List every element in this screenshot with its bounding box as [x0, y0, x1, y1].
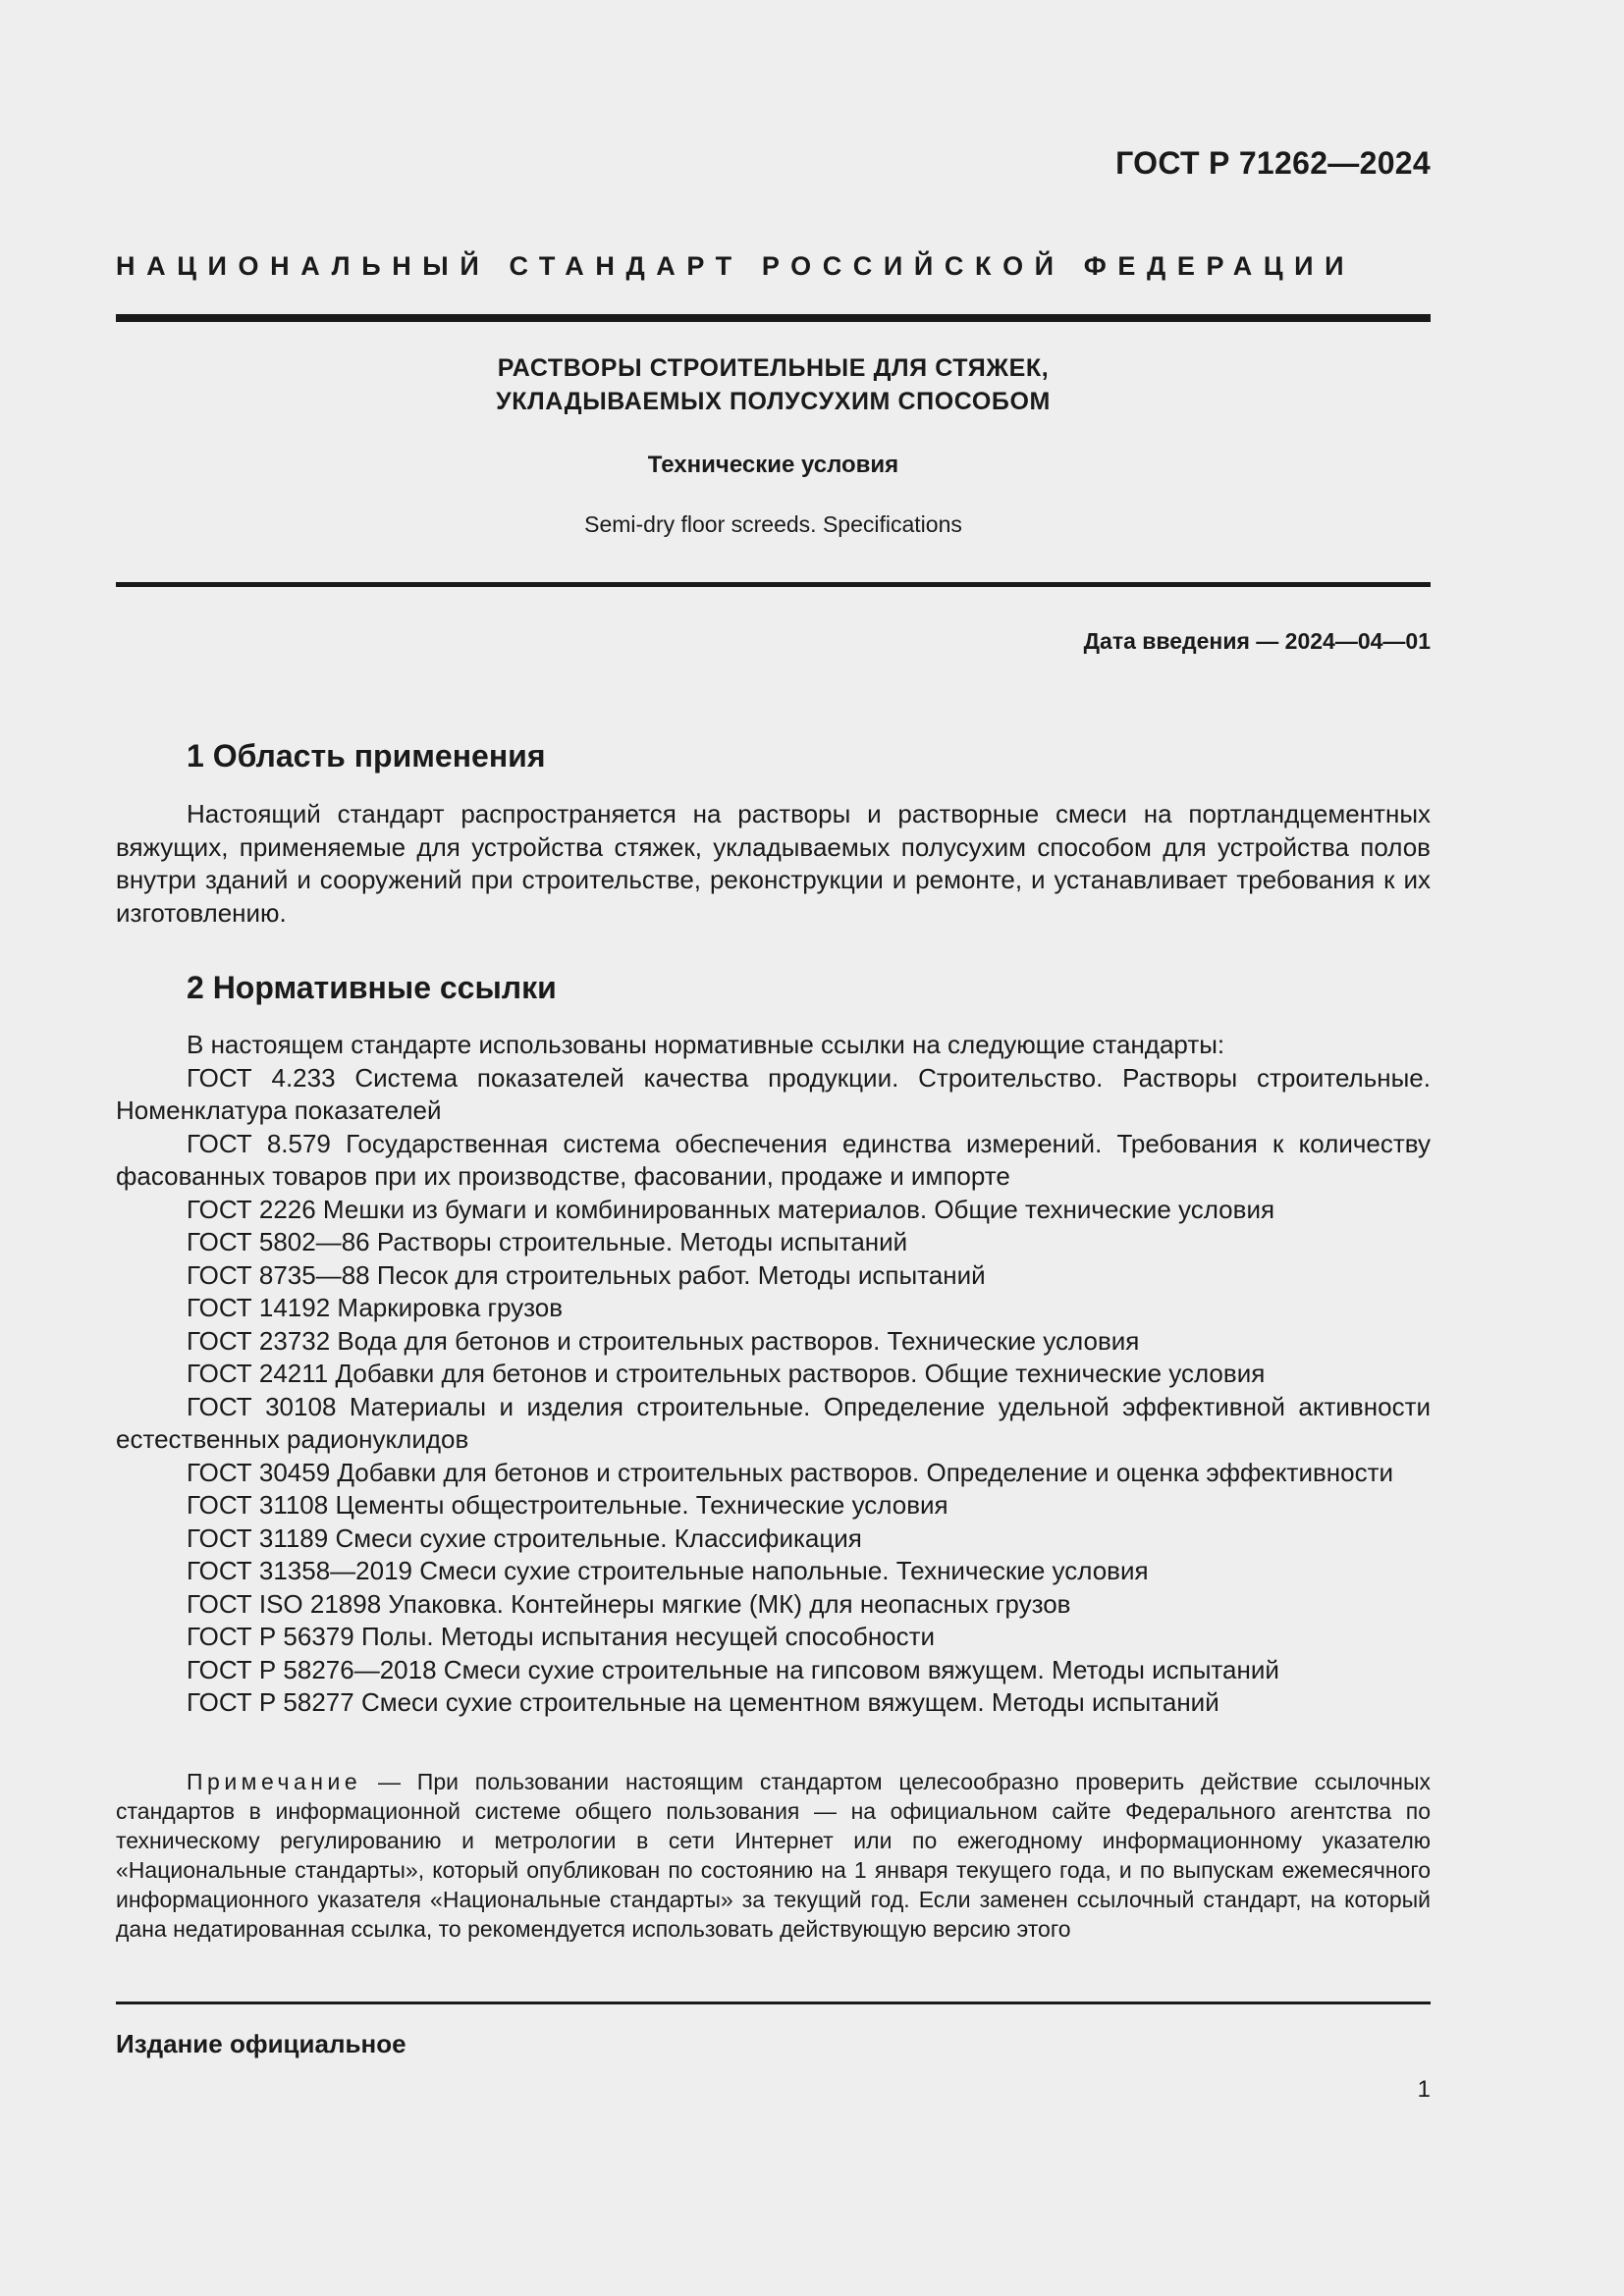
note-label: Примечание: [187, 1769, 362, 1794]
official-edition-label: Издание официальное: [116, 2029, 406, 2058]
references-intro: В настоящем стандарте использованы нормативные ссылки на следующие стандарты:: [187, 1030, 1225, 1059]
title-line-2: УКЛАДЫВАЕМЫХ ПОЛУСУХИМ СПОСОБОМ: [496, 388, 1051, 415]
section-2-heading: 2 Нормативные ссылки: [187, 970, 557, 1005]
footer-rule: [116, 2002, 1431, 2004]
reference-item: ГОСТ Р 58276—2018 Смеси сухие строительные на гипсовом вяжущем. Методы испытаний: [187, 1654, 1279, 1684]
section-1-heading: 1 Область применения: [187, 738, 546, 774]
reference-item: ГОСТ 31108 Цементы общестроительные. Технические условия: [187, 1490, 948, 1520]
page-number: 1: [1417, 2076, 1431, 2103]
national-standard-banner: НАЦИОНАЛЬНЫЙ СТАНДАРТ РОССИЙСКОЙ ФЕДЕРАЦИИ: [116, 251, 1356, 281]
reference-item: ГОСТ 8.579 Государственная система обеспечения единства измерений. Требования к количеству фасованных товаров при их производстве, фасовании, продаже и импорте: [116, 1128, 1431, 1191]
references-note: [116, 1767, 1431, 1944]
section-1-body: [116, 798, 1431, 930]
standard-number: ГОСТ Р 71262—2024: [1115, 145, 1431, 181]
english-title: Semi-dry floor screeds. Specifications: [584, 511, 962, 537]
title-bottom-rule: [116, 582, 1431, 587]
reference-item: ГОСТ 31358—2019 Смеси сухие строительные напольные. Технические условия: [187, 1556, 1149, 1585]
reference-item: ГОСТ ISO 21898 Упаковка. Контейнеры мягкие (МК) для неопасных грузов: [187, 1588, 1071, 1619]
reference-item: ГОСТ 4.233 Система показателей качества продукции. Строительство. Растворы строительные. Номенклатура показателей: [116, 1062, 1431, 1125]
section-1-text: Настоящий стандарт распространяется на растворы и растворные смеси на портландцементных вяжущих, применяемые для устройства стяжек, укладываемых полусухим способом для устройства полов внутри зданий и сооружений при строительстве, реконструкции и ремонте, и устанавливает требования к их изготовлению.: [116, 799, 1431, 928]
note-paragraph: [116, 1767, 1431, 1944]
introduction-date: Дата введения — 2024—04—01: [1083, 628, 1431, 654]
top-rule: [116, 314, 1431, 322]
reference-item: ГОСТ 23732 Вода для бетонов и строительных растворов. Технические условия: [187, 1325, 1140, 1356]
reference-item: ГОСТ 30459 Добавки для бетонов и строительных растворов. Определение и оценка эффективности: [187, 1457, 1394, 1487]
note-text: — При пользовании настоящим стандартом целесообразно проверить действие ссылочных стандартов в информационной системе общего пользования — на официальном сайте Федерального агентства по техническому регулированию и метрологии в сети Интернет или по ежегодному информационному указателю «Национальные стандарты», который опубликован по состоянию на 1 января текущего года, и по выпускам ежемесячного информационного указателя «Национальные стандарты» за текущий год. Если заменен ссылочный стандарт, на который дана недатированная ссылка, то рекомендуется использовать действующую версию этого: [116, 1769, 1431, 1942]
reference-item: ГОСТ 8735—88 Песок для строительных работ. Методы испытаний: [187, 1259, 986, 1290]
document-title: [116, 351, 1431, 418]
reference-item: ГОСТ Р 56379 Полы. Методы испытания несущей способности: [187, 1622, 936, 1651]
title-line-1: РАСТВОРЫ СТРОИТЕЛЬНЫЕ ДЛЯ СТЯЖЕК,: [497, 354, 1050, 382]
reference-item: ГОСТ 30108 Материалы и изделия строительные. Определение удельной эффективной активности естественных радионуклидов: [116, 1391, 1431, 1454]
reference-item: ГОСТ 2226 Мешки из бумаги и комбинированных материалов. Общие технические условия: [187, 1194, 1275, 1224]
reference-item: ГОСТ 24211 Добавки для бетонов и строительных растворов. Общие технические условия: [187, 1359, 1266, 1388]
reference-item: ГОСТ 5802—86 Растворы строительные. Методы испытаний: [187, 1227, 908, 1256]
document-subtitle: Технические условия: [647, 452, 899, 478]
reference-item: ГОСТ 14192 Маркировка грузов: [187, 1293, 564, 1322]
reference-item: ГОСТ 31189 Смеси сухие строительные. Классификация: [187, 1522, 862, 1553]
reference-item: ГОСТ Р 58277 Смеси сухие строительные на цементном вяжущем. Методы испытаний: [187, 1687, 1219, 1717]
normative-references: [116, 1029, 1431, 1720]
